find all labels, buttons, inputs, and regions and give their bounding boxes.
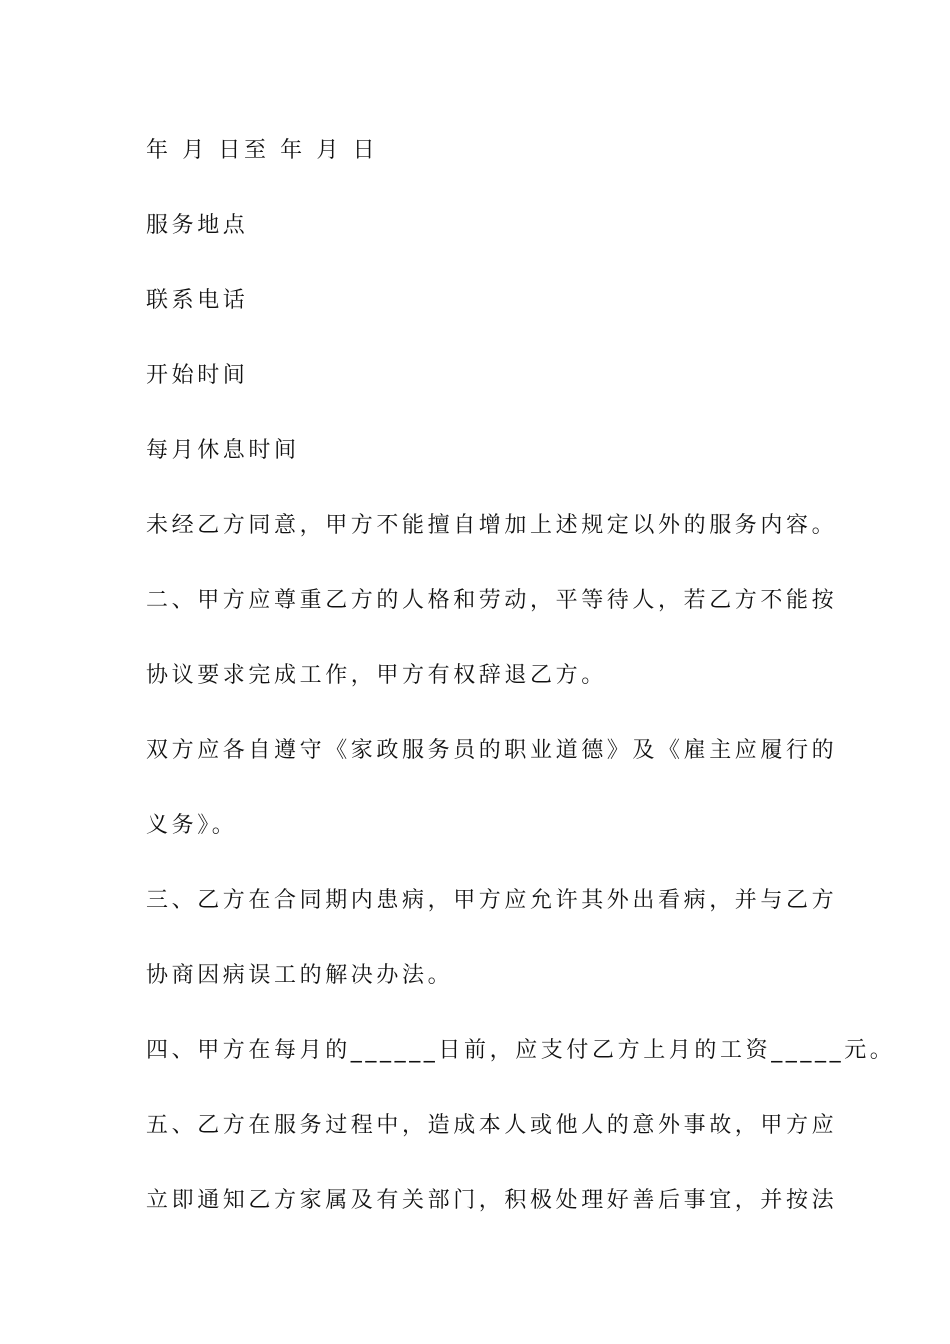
contact-phone-label: 联系电话 xyxy=(146,288,249,313)
clause-two-line: 二、甲方应尊重乙方的人格和劳动，平等待人，若乙方不能按 xyxy=(146,588,838,613)
service-location-label: 服务地点 xyxy=(146,213,249,238)
clause-three-line: 三、乙方在合同期内患病，甲方应允许其外出看病，并与乙方 xyxy=(146,888,838,913)
clause-five-line: 五、乙方在服务过程中，造成本人或他人的意外事故，甲方应 xyxy=(146,1113,838,1138)
paragraph-line: 立即通知乙方家属及有关部门，积极处理好善后事宜，并按法 xyxy=(146,1188,838,1213)
start-time-label: 开始时间 xyxy=(146,363,249,388)
monthly-rest-time-label: 每月休息时间 xyxy=(146,438,300,463)
date-range-line: 年 月 日至 年 月 日 xyxy=(146,138,379,163)
paragraph-line: 协商因病误工的解决办法。 xyxy=(146,963,454,988)
paragraph-line: 未经乙方同意，甲方不能擅自增加上述规定以外的服务内容。 xyxy=(146,513,838,538)
paragraph-line: 义务》。 xyxy=(146,813,238,838)
clause-four-line: 四、甲方在每月的______日前，应支付乙方上月的工资_____元。 xyxy=(146,1038,896,1063)
paragraph-line: 协议要求完成工作，甲方有权辞退乙方。 xyxy=(146,663,607,688)
paragraph-line: 双方应各自遵守《家政服务员的职业道德》及《雇主应履行的 xyxy=(146,738,838,763)
